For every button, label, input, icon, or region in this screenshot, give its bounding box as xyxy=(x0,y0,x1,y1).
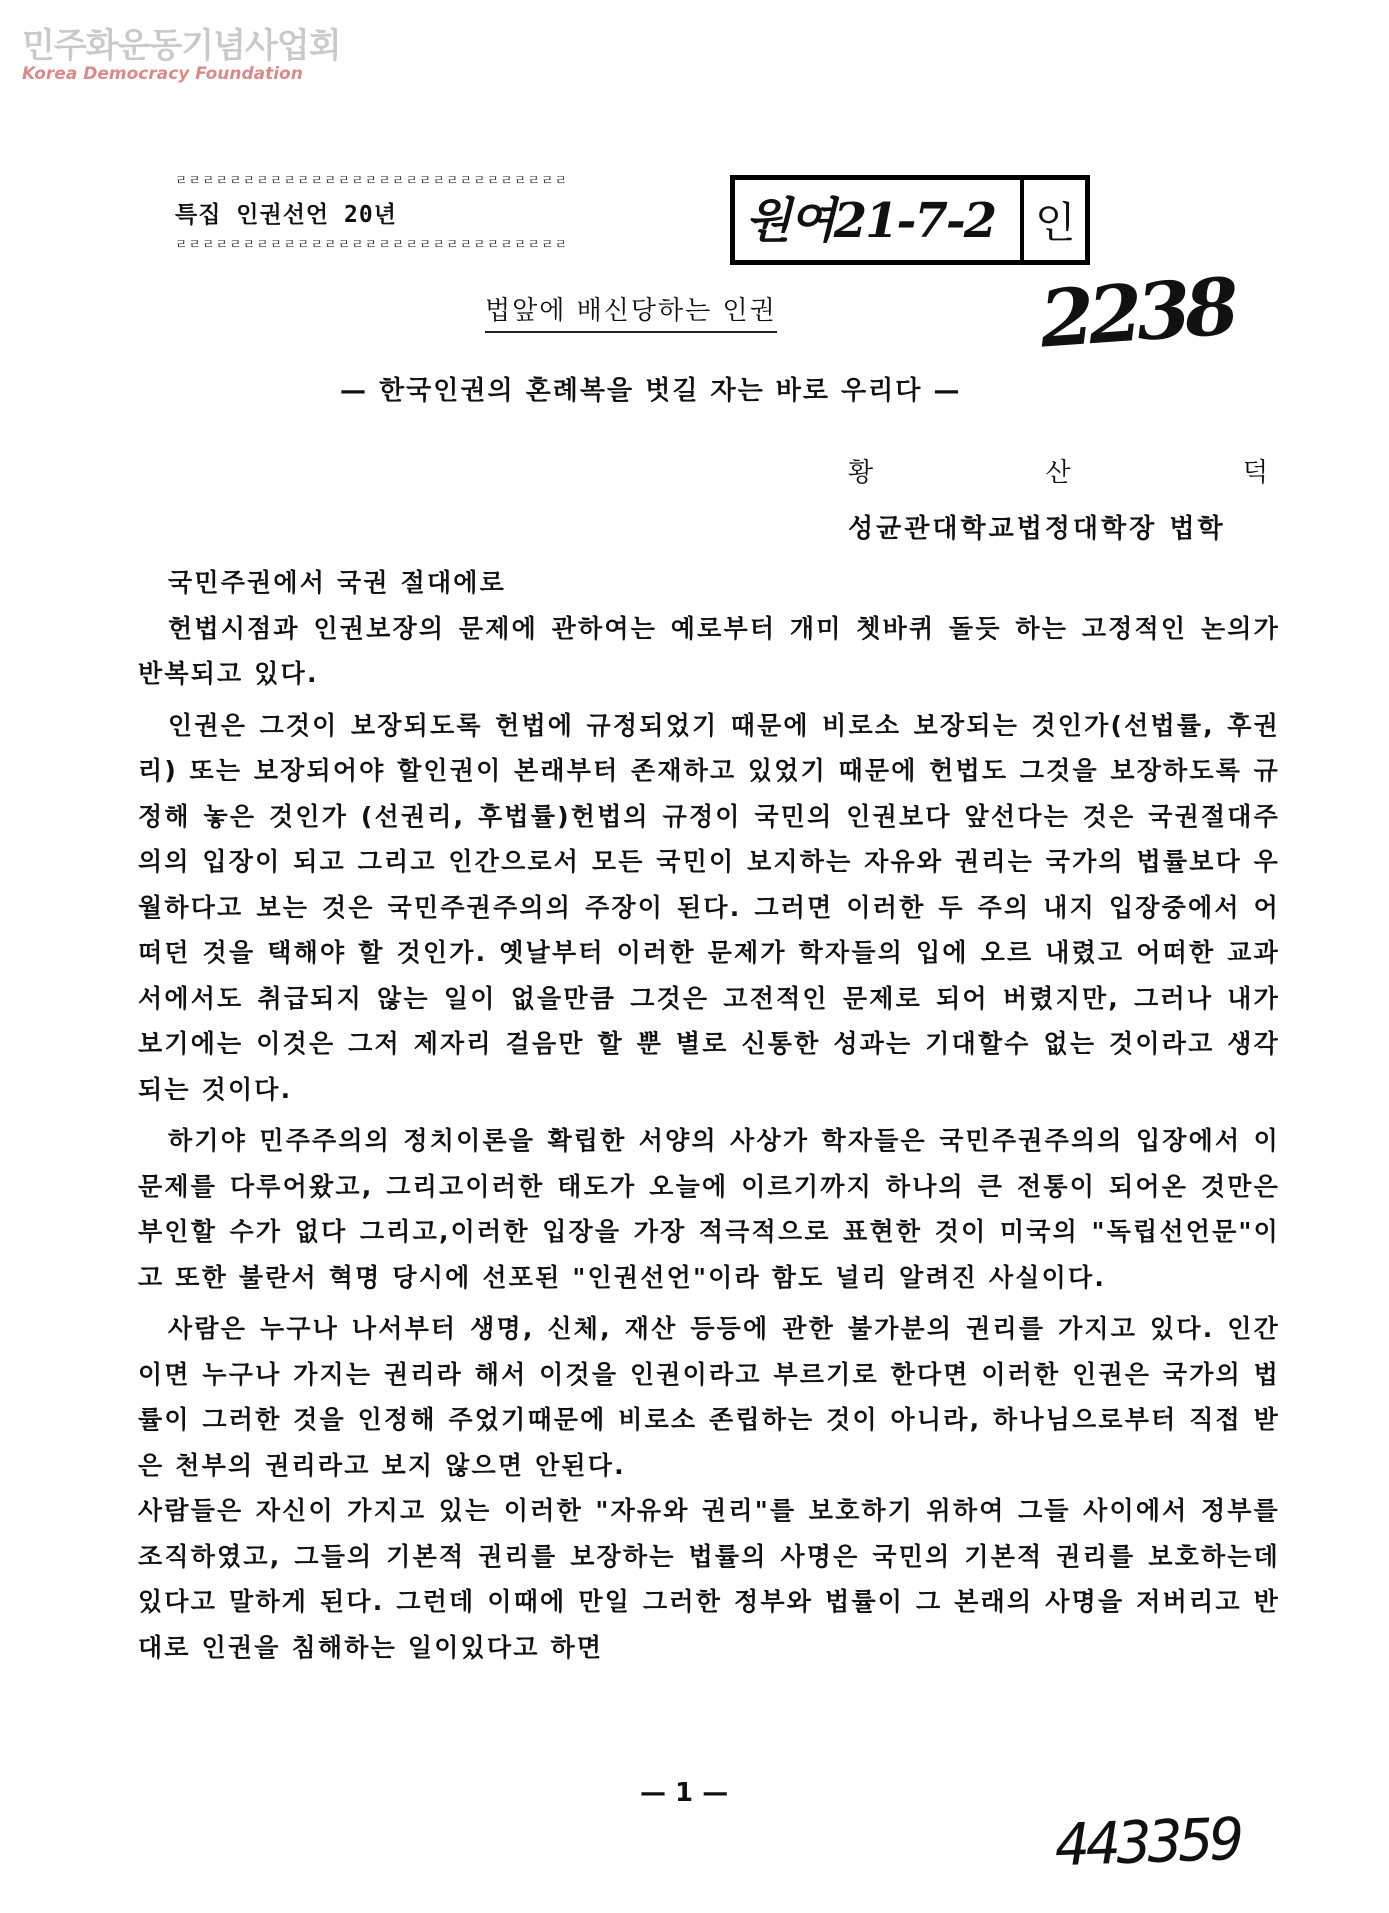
body-paragraph: 사람들은 자신이 가지고 있는 이러한 "자유와 권리"를 보호하기 위하여 그들 사이에서 정부를 조직하였고, 그들의 기본적 권리를 보장하는 법률의 사명은 국민의 기본적 권리를 보호하는데 있다고 말하게 된다. 그런데 이때에 만일 그러한 정부와 법률이 그 본래의 사명을 저버리고 반대로 인권을 침해하는 일이있다고 하면 xyxy=(138,1496,1280,1662)
author-name-char: 덕 xyxy=(1242,458,1268,488)
body-paragraph: 인권은 그것이 보장되도록 헌법에 규정되었기 때문에 비로소 보장되는 것인가(선법률, 후권리) 또는 보장되어야 할인권이 본래부터 존재하고 있었기 때문에 헌법도 그것을 보장하도록 규정해 놓은 것인가 (선권리, 후법률)헌법의 규정이 국민의 인권보다 앞선다는 것은 국권절대주의의 입장이 되고 그리고 인간으로서 모든 국민이 보지하는 자유와 권리는 국가의 법률보다 우월하다고 보는 것은 국민주권주의의 주장이 된다. 그러면 이러한 두 주의 내지 입장중에서 어떠던 것을 택해야 할 것인가. 옛날부터 이러한 문제가 학자들의 입에 오르 내렸고 어떠한 교과서에서도 취급되지 않는 일이 없을만큼 그것은 고전적인 문제로 되어 버렸지만, 그러나 내가 보기에는 이것은 그저 제자리 걸음만 할 뿐 별로 신통한 성과는 기대할수 없는 것이라고 생각되는 것이다. xyxy=(138,710,1280,1104)
body-paragraph: 사람은 누구나 나서부터 생명, 신체, 재산 등등에 관한 불가분의 권리를 가지고 있다. 인간이면 누구나 가지는 권리라 해서 이것을 인권이라고 부르기로 한다면 이러한 인권은 국가의 법률이 그러한 것을 인정해 주었기때문에 비로소 존립하는 것이 아니라, 하나님으로부터 직접 받은 천부의 권리라고 보지 않으면 안된다. xyxy=(138,1314,1280,1480)
archive-stamp xyxy=(730,175,1090,265)
handwritten-number: 2238 xyxy=(1037,261,1237,366)
watermark-korean: 민주화운동기념사업회 xyxy=(22,26,341,66)
section-heading: 국민주권에서 국권 절대에로 xyxy=(168,568,507,597)
author-name-char: 산 xyxy=(1045,458,1071,488)
series-title: 특집 인권선언 20년 xyxy=(175,202,397,228)
document-subtitle: — 한국인권의 혼례복을 벗길 자는 바로 우리다 — xyxy=(340,376,962,406)
author-name xyxy=(848,452,1268,489)
body-paragraph: 헌법시점과 인권보장의 문제에 관하여는 예로부터 개미 쳇바퀴 돌듯 하는 고정적인 논의가 반복되고 있다. xyxy=(138,613,1280,688)
stamp-mark: 인 xyxy=(1035,198,1076,247)
document-body xyxy=(138,560,1280,1670)
author-name-char: 황 xyxy=(848,458,874,488)
page-number: — 1 — xyxy=(640,1778,729,1808)
stamp-code: 원여21-7-2 xyxy=(745,193,996,249)
document-title: 법앞에 배신당하는 인권 xyxy=(485,290,777,333)
body-paragraph: 하기야 민주주의의 정치이론을 확립한 서양의 사상가 학자들은 국민주권주의의 입장에서 이 문제를 다루어왔고, 그리고이러한 태도가 오늘에 이르기까지 하나의 큰 전통이 되어온 것만은 부인할 수가 없다 그리고,이러한 입장을 가장 적극적으로 표현한 것이 미국의 "독립선언문"이고 또한 불란서 혁명 당시에 선포된 "인권선언"이라 함도 널리 알려진 사실이다. xyxy=(138,1126,1280,1292)
series-border-bottom: ㄹㄹㄹㄹㄹㄹㄹㄹㄹㄹㄹㄹㄹㄹㄹㄹㄹㄹㄹㄹㄹㄹㄹㄹㄹㄹㄹㄹㄹ xyxy=(175,238,569,253)
series-border-top: ㄹㄹㄹㄹㄹㄹㄹㄹㄹㄹㄹㄹㄹㄹㄹㄹㄹㄹㄹㄹㄹㄹㄹㄹㄹㄹㄹㄹㄹ xyxy=(175,174,569,189)
author-affiliation: 성균관대학교법정대학장 법학 xyxy=(848,514,1226,544)
handwritten-archive-number: 443359 xyxy=(1053,1804,1242,1880)
watermark-english: Korea Democracy Foundation xyxy=(22,64,303,84)
stamp-divider xyxy=(1020,180,1024,260)
series-header xyxy=(175,170,569,256)
